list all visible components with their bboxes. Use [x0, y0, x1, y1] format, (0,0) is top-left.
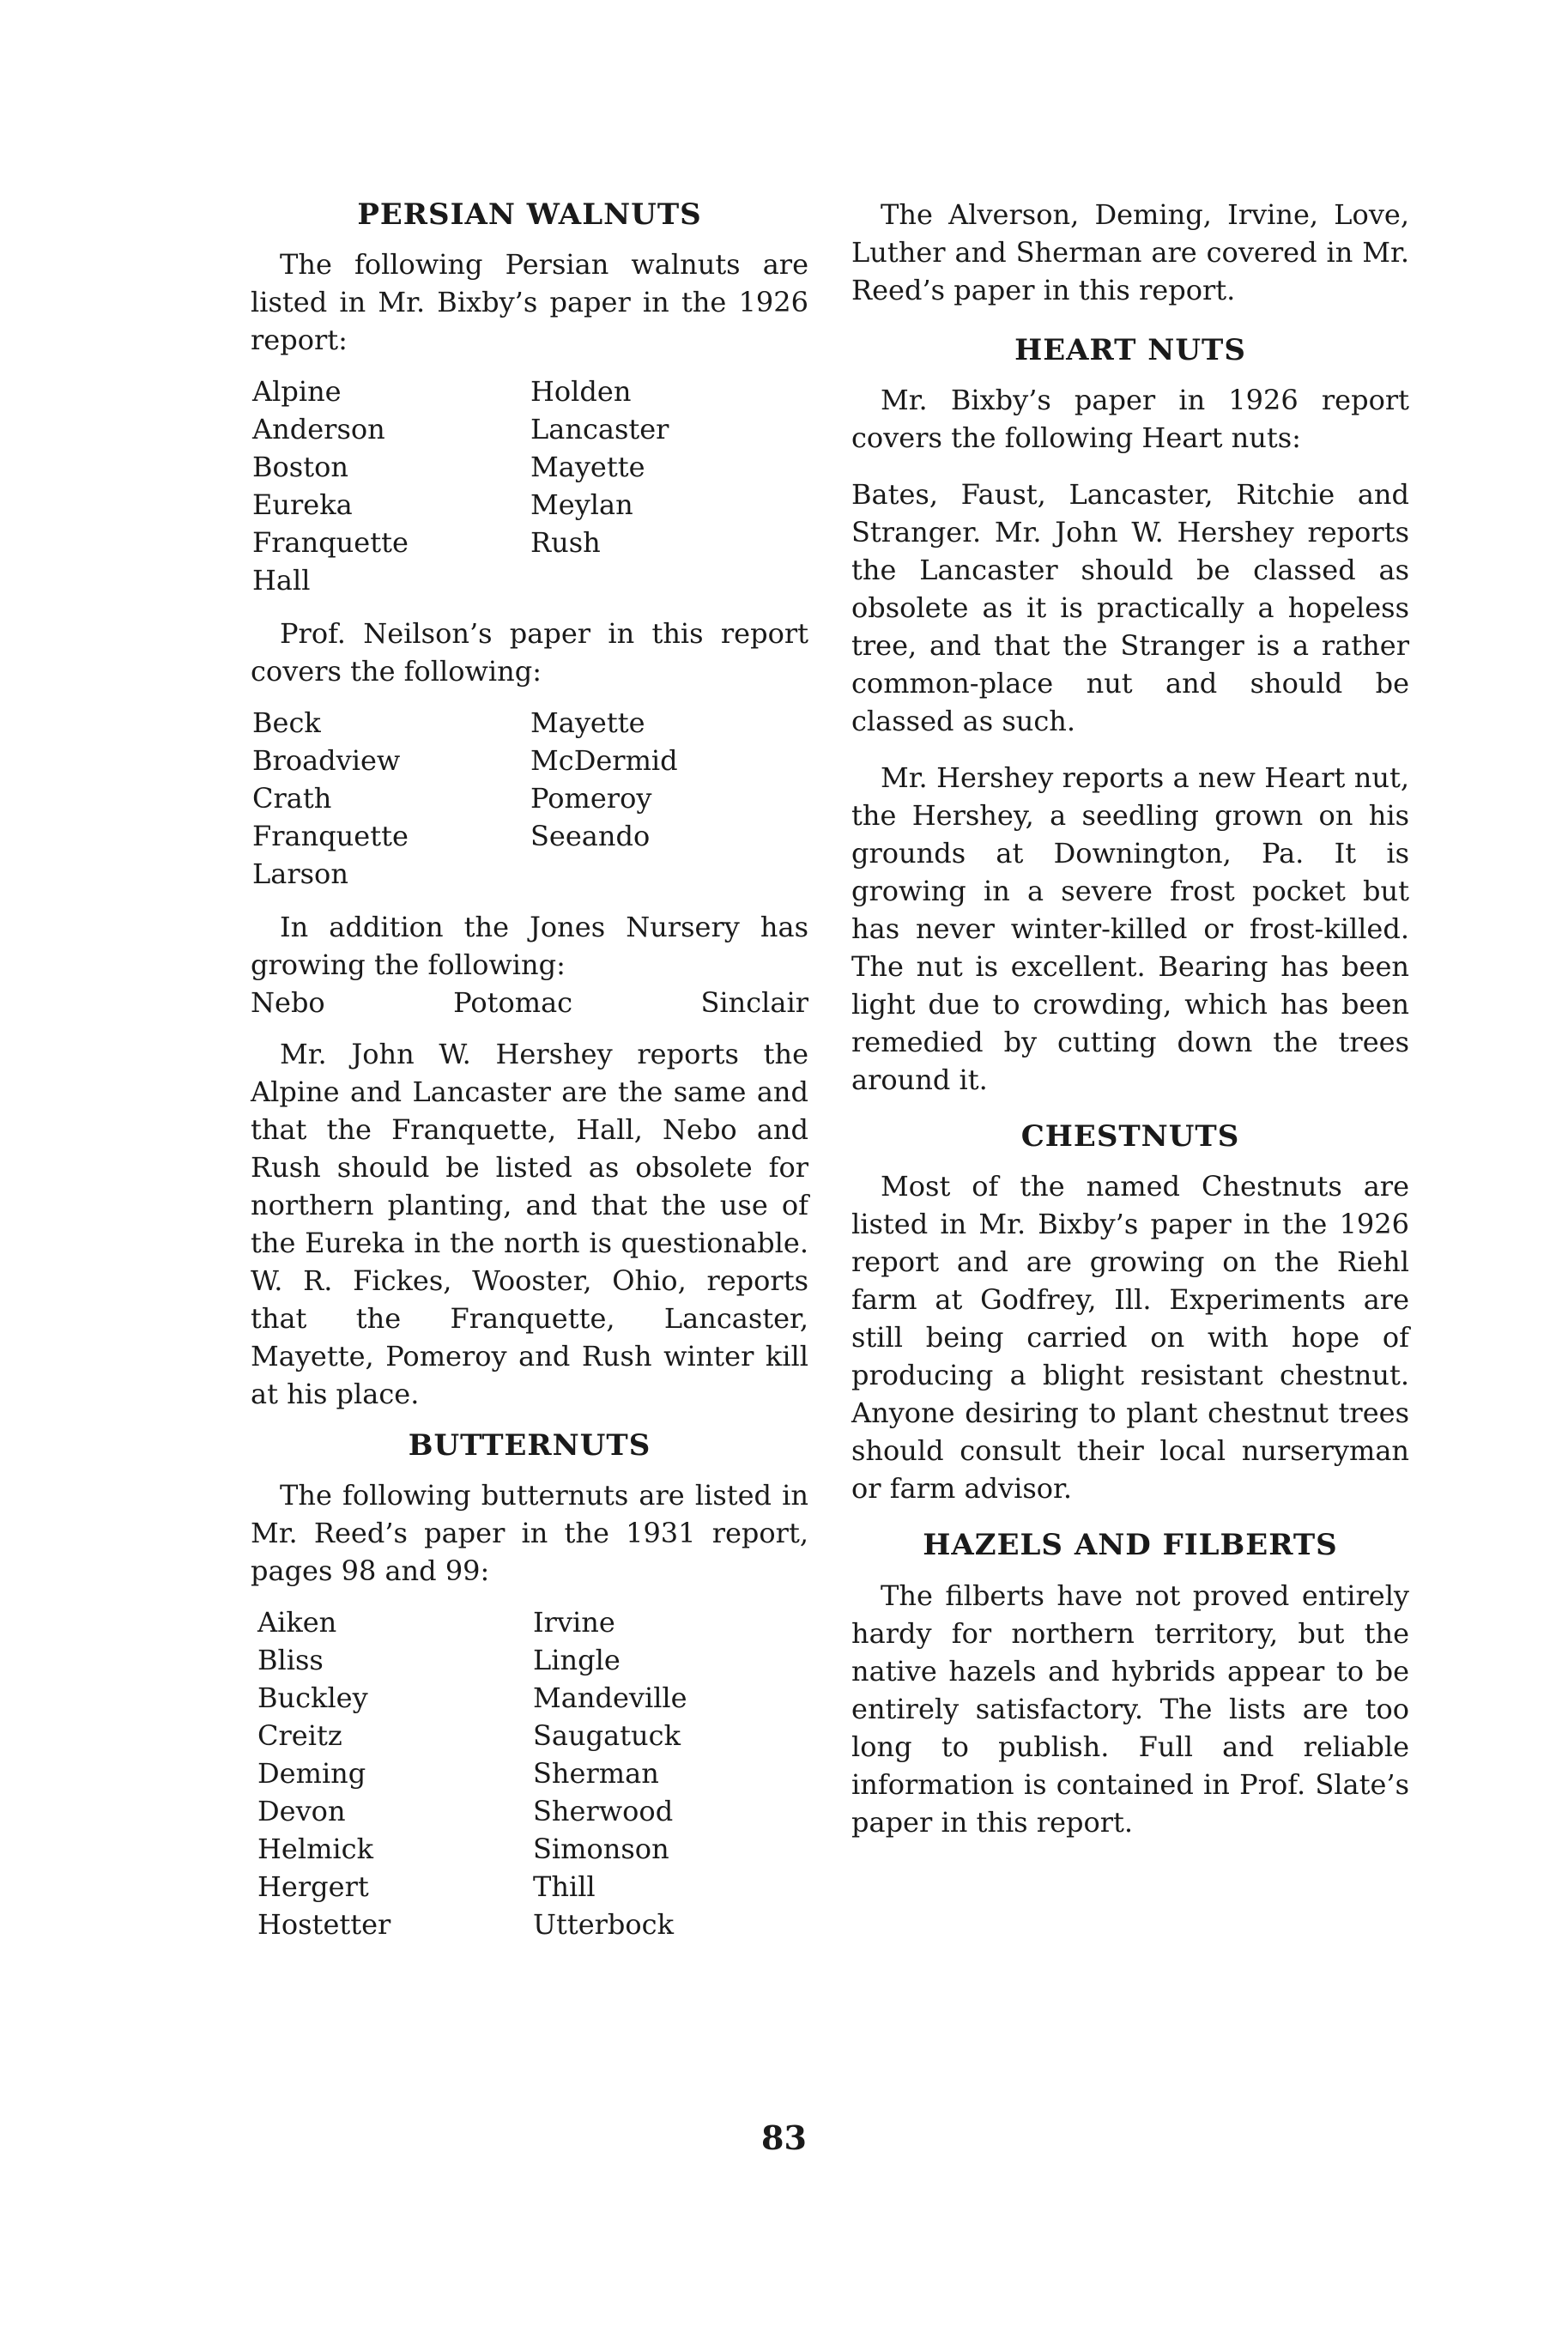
list-item: McDermid	[530, 744, 678, 778]
persian-neilson-list-col-1	[252, 704, 530, 893]
list-item: Eureka	[252, 488, 353, 522]
list-item: Bliss	[257, 1644, 324, 1677]
list-item: Seeando	[530, 820, 651, 853]
butternuts-section	[251, 1427, 808, 1943]
heart-nuts-heading: HEART NUTS	[1014, 333, 1246, 367]
list-item: Franquette	[252, 820, 409, 853]
persian-neilson-list	[251, 704, 808, 893]
hazels-filberts-heading: HAZELS AND FILBERTS	[923, 1528, 1338, 1563]
list-item: Crath	[252, 782, 332, 815]
heart-nuts-intro-paragraph: Mr. Bixby’s paper in 1926 report covers the following Heart nuts:	[851, 384, 1409, 455]
list-item: Helmick	[257, 1833, 373, 1866]
chestnuts-section	[851, 1118, 1409, 1507]
list-item: Sinclair	[700, 986, 808, 1020]
list-item: Holden	[530, 375, 632, 409]
list-item: Pomeroy	[530, 782, 652, 815]
list-item: Mandeville	[533, 1682, 687, 1715]
hazels-filberts-paragraph: The filberts have not proved entirely hardy for northern territory, but the native hazels and hybrids appear to be entirely satisfactory. The lists are too long to publish. Full and reliable information is contained in Prof. Slate’s paper in this report.	[851, 1579, 1409, 1839]
list-item: Lancaster	[530, 413, 669, 446]
heart-nuts-paragraph-1: Bates, Faust, Lancaster, Ritchie and Stranger. Mr. John W. Hershey reports the Lancaster should be classed as obsolete as it is practically a hopeless tree, and that the Stranger is a rather common-place nut and should be classed as such.	[851, 478, 1409, 738]
butternuts-intro-paragraph: The following butternuts are listed in Mr. Reed’s paper in the 1931 report, pages 98 and 99:	[251, 1479, 808, 1588]
list-item: Broadview	[252, 744, 401, 778]
list-item: Hall	[252, 564, 311, 597]
list-item: Saugatuck	[533, 1719, 681, 1753]
persian-bixby-list	[251, 373, 808, 599]
butternuts-list	[251, 1603, 808, 1943]
hershey-walnut-paragraph: Mr. John W. Hershey reports the Alpine and Lancaster are the same and that the Franquette, Hall, Nebo and Rush should be listed as obsolete for northern planting, and that the use of the Eureka in the north is questionable. W. R. Fickes, Wooster, Ohio, reports that the Franquette, Lancaster, Mayette, Pomeroy and Rush winter kill at his place.	[251, 1038, 808, 1411]
list-item: Irvine	[533, 1606, 615, 1639]
list-item: Devon	[257, 1795, 346, 1828]
heart-nuts-section	[851, 331, 1409, 1099]
list-item: Simonson	[533, 1833, 669, 1866]
list-item: Mayette	[530, 451, 645, 484]
list-item: Mayette	[530, 706, 645, 740]
list-item: Thill	[533, 1870, 596, 1904]
persian-bixby-list-col-2	[530, 373, 808, 599]
persian-neilson-list-col-2	[530, 704, 808, 893]
list-item: Beck	[252, 706, 321, 740]
list-item: Boston	[252, 451, 348, 484]
list-item: Lingle	[533, 1644, 621, 1677]
persian-bixby-list-col-1	[252, 373, 530, 599]
butternuts-list-col-2	[533, 1603, 808, 1943]
neilson-paragraph: Prof. Neilson’s paper in this report covers the following:	[251, 617, 808, 688]
list-item: Utterbock	[533, 1908, 674, 1942]
jones-nursery-paragraph: In addition the Jones Nursery has growing the following:	[251, 911, 808, 982]
butternuts-list-col-1	[257, 1603, 533, 1943]
list-item: Sherwood	[533, 1795, 674, 1828]
list-item: Hostetter	[257, 1908, 391, 1942]
list-item: Deming	[257, 1757, 366, 1791]
alverson-paragraph: The Alverson, Deming, Irvine, Love, Luther and Sherman are covered in Mr. Reed’s paper in this report.	[851, 198, 1409, 306]
heart-nuts-paragraph-2: Mr. Hershey reports a new Heart nut, the Hershey, a seedling grown on his grounds at Downington, Pa. It is growing in a severe frost pocket but has never winter-killed or frost-killed. The nut is excellent. Bearing has been light due to crowding, which has been remedied by cutting down the trees around it.	[851, 761, 1409, 1097]
list-item: Larson	[252, 857, 348, 891]
list-item: Sherman	[533, 1757, 659, 1791]
list-item: Potomac	[453, 986, 573, 1020]
persian-walnuts-section	[251, 196, 808, 1413]
page-number: 83	[761, 2118, 807, 2157]
list-item: Creitz	[257, 1719, 342, 1753]
jones-nursery-list	[251, 984, 808, 1021]
list-item: Franquette	[252, 526, 409, 560]
list-item: Nebo	[251, 986, 325, 1020]
left-column	[251, 196, 808, 1959]
butternuts-heading: BUTTERNUTS	[408, 1428, 651, 1463]
list-item: Rush	[530, 526, 601, 560]
chestnuts-heading: CHESTNUTS	[1020, 1119, 1240, 1154]
hazels-filberts-section	[851, 1526, 1409, 1840]
list-item: Anderson	[252, 413, 385, 446]
list-item: Hergert	[257, 1870, 369, 1904]
right-column	[851, 196, 1409, 1855]
persian-walnuts-heading: PERSIAN WALNUTS	[357, 197, 702, 232]
persian-intro-paragraph: The following Persian walnuts are listed in Mr. Bixby’s paper in the 1926 report:	[251, 248, 808, 357]
list-item: Meylan	[530, 488, 633, 522]
list-item: Buckley	[257, 1682, 368, 1715]
chestnuts-paragraph: Most of the named Chestnuts are listed in Mr. Bixby’s paper in the 1926 report and are growing on the Riehl farm at Godfrey, Ill. Experiments are still being carried on with hope of producing a blight resistant chestnut. Anyone desiring to plant chestnut trees should consult their local nurseryman or farm advisor.	[851, 1170, 1409, 1506]
list-item: Aiken	[257, 1606, 337, 1639]
list-item: Alpine	[252, 375, 342, 409]
